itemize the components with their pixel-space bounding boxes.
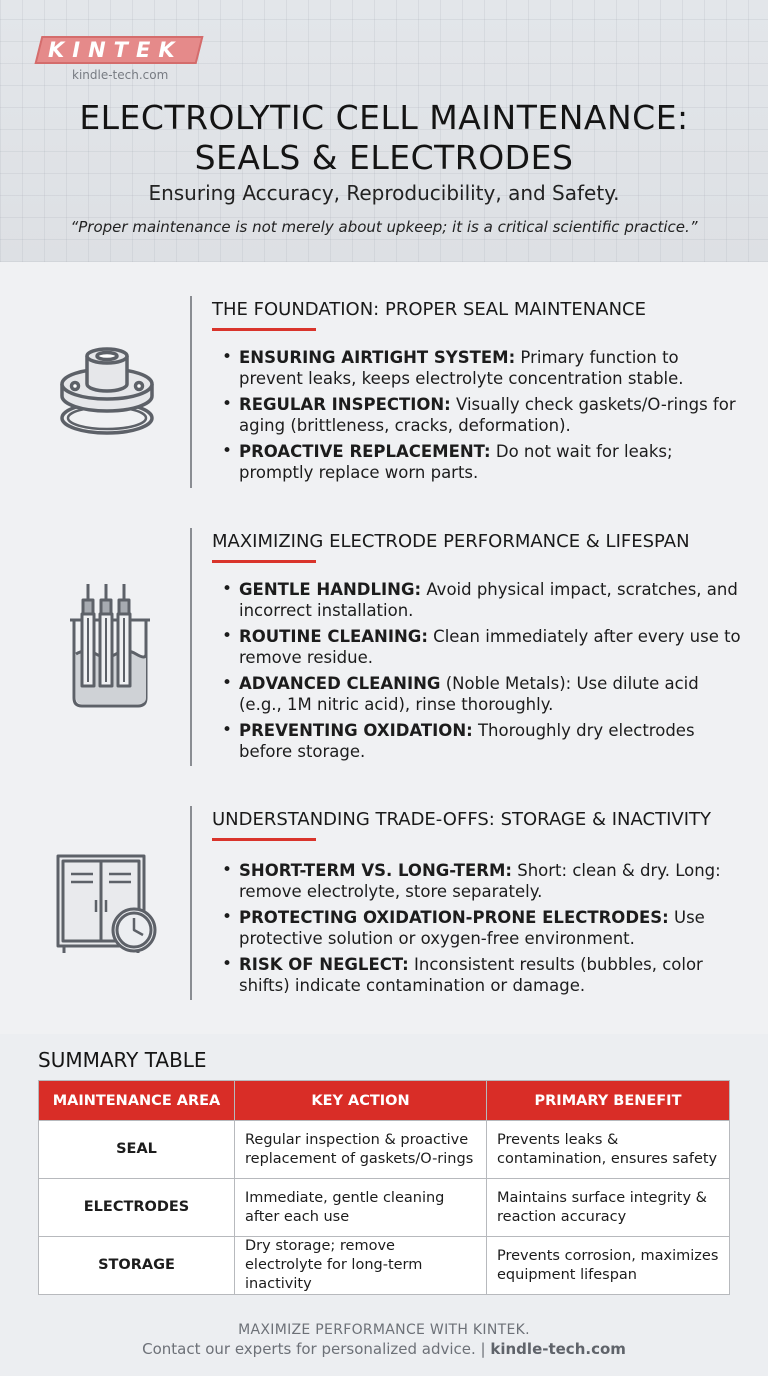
storage-cabinet-clock-icon <box>54 852 162 958</box>
bullet-list <box>222 579 742 767</box>
list-item: • REGULAR INSPECTION: Visually check gaskets/O-rings for aging (brittleness, cracks, deformation). <box>222 394 742 436</box>
section-title-underline <box>212 328 316 331</box>
page-title-line2: SEALS & ELECTRODES <box>194 138 574 177</box>
table-cell-area: STORAGE <box>39 1237 235 1295</box>
list-item: • ENSURING AIRTIGHT SYSTEM: Primary function to prevent leaks, keeps electrolyte concentration stable. <box>222 347 742 389</box>
table-cell-action: Dry storage; remove electrolyte for long-term inactivity <box>235 1237 487 1295</box>
footer-cta: MAXIMIZE PERFORMANCE WITH KINTEK. <box>238 1322 530 1338</box>
summary-heading: SUMMARY TABLE <box>38 1048 207 1072</box>
electrode-beaker-icon <box>62 582 158 710</box>
brand-url[interactable]: kindle-tech.com <box>72 68 169 82</box>
page-title-line1: ELECTROLYTIC CELL MAINTENANCE: <box>79 98 689 137</box>
footer-link[interactable]: kindle-tech.com <box>490 1340 626 1358</box>
footer-contact <box>0 1340 768 1358</box>
column-header: MAINTENANCE AREA <box>39 1081 235 1121</box>
page-title <box>0 98 768 178</box>
header-quote: “Proper maintenance is not merely about upkeep; it is a critical scientific practice.” <box>70 218 698 236</box>
footer-contact-text: Contact our experts for personalized advice. | <box>142 1340 491 1358</box>
table-row <box>39 1179 730 1237</box>
section-divider <box>190 528 192 766</box>
list-item: • ADVANCED CLEANING (Noble Metals): Use dilute acid (e.g., 1M nitric acid), rinse thoroughly. <box>222 673 742 715</box>
list-item: • RISK OF NEGLECT: Inconsistent results (bubbles, color shifts) indicate contamination or damage. <box>222 954 742 996</box>
list-item: • PROTECTING OXIDATION-PRONE ELECTRODES: Use protective solution or oxygen-free environment. <box>222 907 742 949</box>
column-header: PRIMARY BENEFIT <box>487 1081 730 1121</box>
table-cell-benefit: Maintains surface integrity & reaction accuracy <box>487 1179 730 1237</box>
list-item: • PROACTIVE REPLACEMENT: Do not wait for leaks; promptly replace worn parts. <box>222 441 742 483</box>
table-cell-area: ELECTRODES <box>39 1179 235 1237</box>
table-cell-area: SEAL <box>39 1121 235 1179</box>
section-title: MAXIMIZING ELECTRODE PERFORMANCE & LIFESPAN <box>212 531 690 552</box>
table-row <box>39 1237 730 1295</box>
section-title: THE FOUNDATION: PROPER SEAL MAINTENANCE <box>212 299 646 320</box>
bullet-list <box>222 347 742 488</box>
table-header-row <box>39 1081 730 1121</box>
section-electrode-performance <box>0 528 768 766</box>
section-title-underline <box>212 560 316 563</box>
page-subtitle: Ensuring Accuracy, Reproducibility, and Safety. <box>148 181 620 205</box>
table-cell-benefit: Prevents corrosion, maximizes equipment lifespan <box>487 1237 730 1295</box>
seal-flange-icon <box>54 342 164 442</box>
section-storage-inactivity <box>0 806 768 1000</box>
bullet-list <box>222 860 742 1001</box>
section-seal-maintenance <box>0 296 768 488</box>
table-cell-action: Regular inspection & proactive replacement of gaskets/O-rings <box>235 1121 487 1179</box>
summary-table <box>38 1080 730 1295</box>
section-divider <box>190 806 192 1000</box>
list-item: • GENTLE HANDLING: Avoid physical impact, scratches, and incorrect installation. <box>222 579 742 621</box>
section-divider <box>190 296 192 488</box>
table-row <box>39 1121 730 1179</box>
section-title: UNDERSTANDING TRADE-OFFS: STORAGE & INACTIVITY <box>212 809 711 830</box>
table-cell-benefit: Prevents leaks & contamination, ensures safety <box>487 1121 730 1179</box>
list-item: • PREVENTING OXIDATION: Thoroughly dry electrodes before storage. <box>222 720 742 762</box>
list-item: • SHORT-TERM VS. LONG-TERM: Short: clean & dry. Long: remove electrolyte, store separately. <box>222 860 742 902</box>
table-cell-action: Immediate, gentle cleaning after each use <box>235 1179 487 1237</box>
header-banner <box>0 0 768 262</box>
brand-logo: KINTEK <box>48 38 183 62</box>
list-item: • ROUTINE CLEANING: Clean immediately after every use to remove residue. <box>222 626 742 668</box>
column-header: KEY ACTION <box>235 1081 487 1121</box>
section-title-underline <box>212 838 316 841</box>
